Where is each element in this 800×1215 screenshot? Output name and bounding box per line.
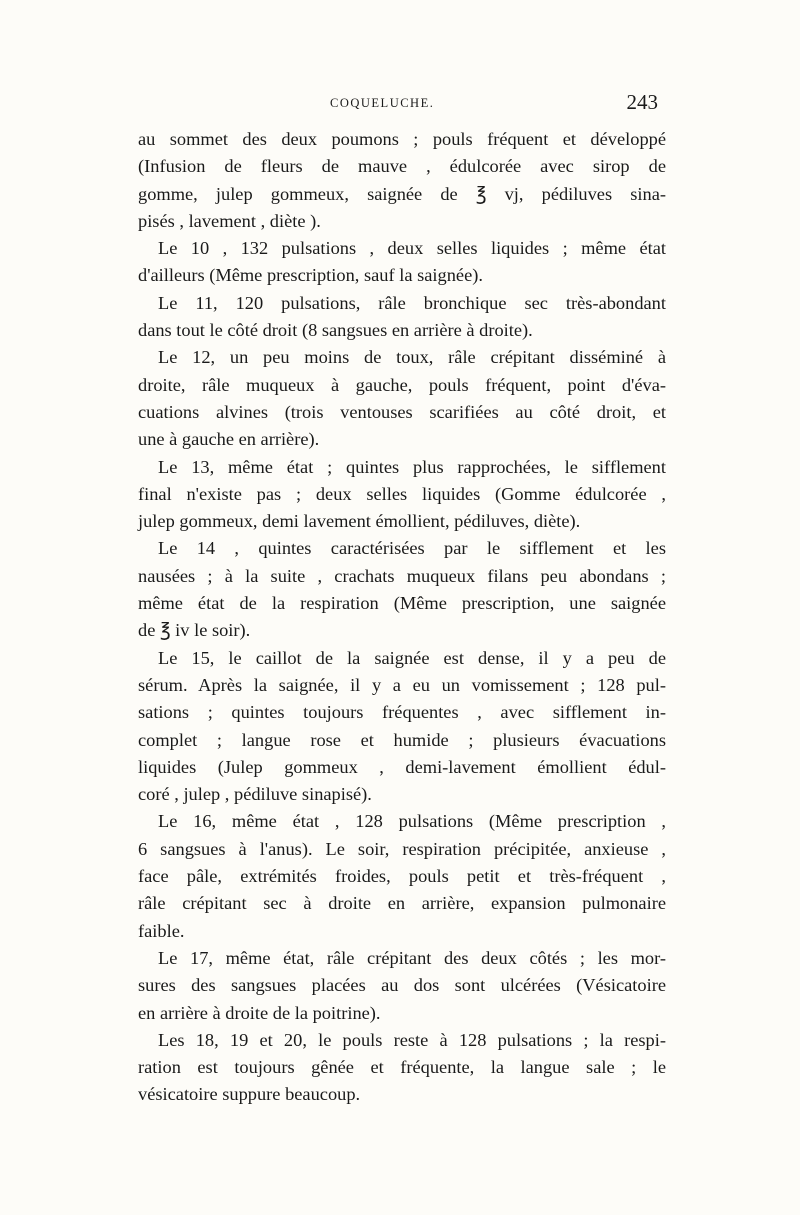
body-text <box>138 126 666 1109</box>
text-line: sures des sangsues placées au dos sont ulcérées (Vésicatoire <box>138 975 666 996</box>
text-line: Le 16, même état , 128 pulsations (Même prescription , <box>158 811 666 832</box>
text-line: Le 12, un peu moins de toux, râle crépitant disséminé à <box>158 347 666 368</box>
text-line: 6 sangsues à l'anus). Le soir, respiration précipitée, anxieuse , <box>138 838 666 859</box>
text-line: Le 11, 120 pulsations, râle bronchique sec très-abondant <box>158 292 666 313</box>
text-line: complet ; langue rose et humide ; plusieurs évacuations <box>138 729 666 750</box>
text-line: coré , julep , pédiluve sinapisé). <box>138 784 372 805</box>
text-line: (Infusion de fleurs de mauve , édulcorée avec sirop de <box>138 156 666 177</box>
text-line: sations ; quintes toujours fréquentes , avec sifflement in- <box>138 702 666 723</box>
text-line: dans tout le côté droit (8 sangsues en arrière à droite). <box>138 320 533 341</box>
text-line: au sommet des deux poumons ; pouls fréquent et développé <box>138 129 666 149</box>
text-line: râle crépitant sec à droite en arrière, expansion pulmonaire <box>138 893 666 914</box>
text-line: Les 18, 19 et 20, le pouls reste à 128 pulsations ; la respi- <box>158 1029 666 1050</box>
text-line: Le 10 , 132 pulsations , deux selles liquides ; même état <box>158 238 666 259</box>
text-line: même état de la respiration (Même prescription, une saignée <box>138 593 666 614</box>
running-title: COQUELUCHE. <box>330 96 435 110</box>
text-line: liquides (Julep gommeux , demi-lavement émollient édul- <box>138 756 666 777</box>
text-line: ration est toujours gênée et fréquente, la langue sale ; le <box>138 1057 666 1078</box>
page-header <box>138 90 658 120</box>
text-line: Le 15, le caillot de la saignée est dense, il y a peu de <box>158 647 666 668</box>
text-line: droite, râle muqueux à gauche, pouls fréquent, point d'éva- <box>138 374 666 395</box>
text-line: nausées ; à la suite , crachats muqueux filans peu abondans ; <box>138 565 666 586</box>
text-line: une à gauche en arrière). <box>138 429 320 450</box>
text-line: sérum. Après la saignée, il y a eu un vomissement ; 128 pul- <box>138 674 666 695</box>
text-line: Le 14 , quintes caractérisées par le sifflement et les <box>158 538 666 559</box>
text-line: face pâle, extrémités froides, pouls petit et très-fréquent , <box>138 866 666 887</box>
text-line: vésicatoire suppure beaucoup. <box>138 1084 361 1105</box>
text-line: gomme, julep gommeux, saignée de ℥ vj, pédiluves sina- <box>138 183 666 204</box>
text-line: de ℥ iv le soir). <box>138 620 251 641</box>
text-line: Le 13, même état ; quintes plus rapprochées, le sifflement <box>158 456 666 477</box>
text-line: pisés , lavement , diète ). <box>138 210 321 231</box>
text-line: julep gommeux, demi lavement émollient, pédiluves, diète). <box>138 511 581 532</box>
text-line: d'ailleurs (Même prescription, sauf la saignée). <box>138 265 483 286</box>
text-line: Le 17, même état, râle crépitant des deux côtés ; les mor- <box>158 947 666 968</box>
text-line: final n'existe pas ; deux selles liquides (Gomme édulcorée , <box>138 483 666 504</box>
text-line: cuations alvines (trois ventouses scarifiées au côté droit, et <box>138 401 666 422</box>
text-line: faible. <box>138 920 185 941</box>
page-number: 243 <box>626 90 658 114</box>
text-line: en arrière à droite de la poitrine). <box>138 1002 381 1023</box>
